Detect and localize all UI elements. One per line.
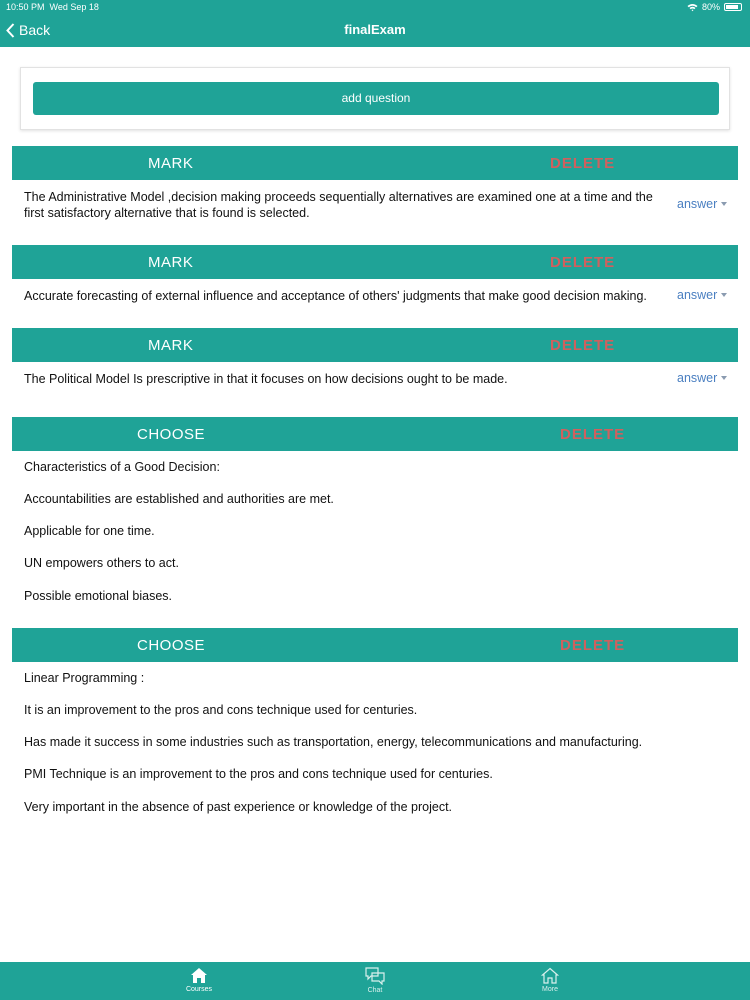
delete-button[interactable]: DELETE <box>550 337 616 354</box>
chat-icon <box>365 967 385 985</box>
status-bar <box>0 0 750 14</box>
delete-button[interactable]: DELETE <box>560 426 626 443</box>
wifi-icon <box>687 3 698 12</box>
choice-option[interactable]: PMI Technique is an improvement to the pros and cons technique used for centuries. <box>24 767 493 781</box>
choice-option[interactable]: Applicable for one time. <box>24 524 155 538</box>
question-header <box>12 245 738 279</box>
tab-chat[interactable] <box>345 967 405 994</box>
tab-label: Chat <box>367 987 383 994</box>
question-text: The Political Model Is prescriptive in that it focuses on how decisions ought to be made. <box>24 372 508 386</box>
choice-option[interactable]: UN empowers others to act. <box>24 556 179 570</box>
question-text: Accurate forecasting of external influence and acceptance of others' judgments that make good decision making. <box>24 289 647 303</box>
question-type: MARK <box>148 337 194 354</box>
question-type: MARK <box>148 155 194 172</box>
tab-bar <box>0 962 750 1000</box>
delete-button[interactable]: DELETE <box>550 254 616 271</box>
caret-down-icon <box>721 293 727 297</box>
tab-more[interactable] <box>520 967 580 993</box>
question-header <box>12 146 738 180</box>
tab-label: More <box>542 986 558 993</box>
battery-icon <box>724 3 742 11</box>
home-icon <box>190 967 208 984</box>
caret-down-icon <box>721 376 727 380</box>
battery-percent: 80% <box>701 2 720 12</box>
top-bar <box>0 0 750 47</box>
answer-label: answer <box>677 288 718 302</box>
question-type: CHOOSE <box>137 637 206 654</box>
choice-option[interactable]: Possible emotional biases. <box>24 589 172 603</box>
question-text: Characteristics of a Good Decision: <box>24 460 220 474</box>
add-question-card <box>20 67 730 130</box>
answer-dropdown[interactable] <box>677 371 727 385</box>
question-header <box>12 628 738 662</box>
question-text: The Administrative Model ,decision making proceeds sequentially alternatives are examined one at a time and the first satisfactory alternative that is found is selected. <box>24 190 653 220</box>
status-time: 10:50 PM Wed Sep 18 <box>6 2 99 12</box>
back-label: Back <box>19 22 51 38</box>
question-header <box>12 328 738 362</box>
delete-button[interactable]: DELETE <box>560 637 626 654</box>
page-title: finalExam <box>344 22 406 37</box>
status-date: Wed Sep 18 <box>49 2 99 12</box>
answer-label: answer <box>677 197 718 211</box>
question-type: MARK <box>148 254 194 271</box>
question-text: Linear Programming : <box>24 671 145 685</box>
tab-courses[interactable] <box>169 967 229 993</box>
answer-label: answer <box>677 371 718 385</box>
add-question-button[interactable]: add question <box>33 82 719 115</box>
answer-dropdown[interactable] <box>677 197 727 211</box>
question-type: CHOOSE <box>137 426 206 443</box>
choice-option[interactable]: It is an improvement to the pros and cons technique used for centuries. <box>24 703 418 717</box>
status-right <box>687 0 742 14</box>
delete-button[interactable]: DELETE <box>550 155 616 172</box>
choice-option[interactable]: Accountabilities are established and authorities are met. <box>24 492 334 506</box>
home-outline-icon <box>541 967 559 984</box>
answer-dropdown[interactable] <box>677 288 727 302</box>
question-header <box>12 417 738 451</box>
caret-down-icon <box>721 202 727 206</box>
choice-option[interactable]: Very important in the absence of past experience or knowledge of the project. <box>24 800 453 814</box>
choice-option[interactable]: Has made it success in some industries such as transportation, energy, telecommunications and manufacturing. <box>24 735 643 749</box>
tab-label: Courses <box>185 986 213 993</box>
